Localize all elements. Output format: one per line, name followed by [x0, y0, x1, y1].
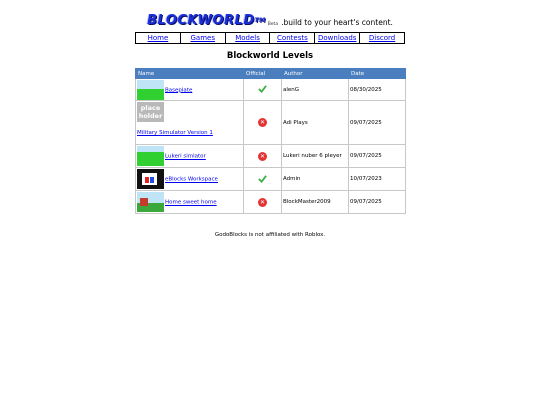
table-row — [136, 145, 406, 168]
nav-home[interactable]: Home — [136, 33, 181, 43]
author-cell: Lukeri nuber 6 pleyer — [282, 145, 349, 168]
author-cell: Admin — [282, 168, 349, 191]
x-circle-icon: ✕ — [259, 152, 266, 160]
page-title: Blockworld Levels — [226, 51, 314, 61]
level-name-cell — [136, 101, 244, 145]
official-cell — [244, 145, 282, 168]
level-thumbnail-placeholder[interactable]: place holder — [138, 104, 163, 120]
nav-discord[interactable]: Discord — [368, 34, 396, 42]
footer-disclaimer: GodoBlocks is not affiliated with Roblox. — [214, 232, 326, 238]
author-cell: Adi Plays — [282, 101, 349, 145]
official-cell — [244, 79, 282, 101]
date-cell: 09/07/2025 — [349, 145, 406, 168]
date-cell: 09/07/2025 — [349, 101, 406, 145]
level-thumbnail[interactable] — [137, 146, 164, 166]
level-thumbnail[interactable] — [137, 169, 164, 189]
level-link[interactable]: eBlocks Workspace — [165, 176, 218, 183]
level-name-cell — [136, 191, 244, 214]
x-circle-icon: ✕ — [259, 119, 266, 126]
table-row — [136, 79, 406, 101]
official-cell — [244, 168, 282, 191]
levels-table — [135, 68, 406, 214]
main-nav — [135, 32, 405, 44]
column-header-official: Official — [244, 69, 282, 79]
level-thumbnail[interactable] — [137, 80, 164, 100]
nav-models[interactable]: Models — [226, 33, 271, 43]
author-cell: BlockMaster2009 — [282, 191, 349, 214]
level-name-cell — [136, 168, 244, 191]
site-logo[interactable]: BLOCKWORLD™ — [147, 13, 266, 28]
nav-downloads[interactable]: Downloads — [315, 33, 360, 43]
trademark-mark: TM — [254, 17, 266, 24]
date-cell: 08/30/2025 — [349, 79, 406, 101]
official-cell — [244, 191, 282, 214]
checkmark-icon — [258, 84, 267, 93]
table-row — [136, 168, 406, 191]
beta-label: Beta — [267, 22, 279, 27]
table-row — [136, 191, 406, 214]
author-cell: alenG — [282, 79, 349, 101]
column-header-date: Date — [349, 69, 406, 79]
x-circle-icon: ✕ — [259, 198, 266, 206]
official-cell — [244, 101, 282, 145]
column-header-author: Author — [282, 69, 349, 79]
tagline: .build to your heart's content. — [281, 18, 393, 27]
level-name-cell — [136, 79, 244, 101]
checkmark-icon — [258, 174, 267, 183]
level-link[interactable]: Baseplate — [165, 87, 193, 93]
level-thumbnail[interactable] — [137, 192, 164, 212]
date-cell: 10/07/2023 — [349, 168, 406, 191]
level-link[interactable]: Lukeri simlator — [165, 153, 206, 160]
level-link[interactable]: Home sweet home — [165, 199, 217, 206]
date-cell: 09/07/2025 — [349, 191, 406, 214]
nav-contests[interactable]: Contests — [270, 33, 315, 43]
column-header-name: Name — [136, 69, 244, 79]
nav-games[interactable]: Games — [181, 33, 226, 43]
level-link[interactable]: Military Simulator Version 1 — [137, 130, 213, 136]
table-header-row — [136, 69, 406, 79]
site-header — [0, 9, 540, 29]
table-row — [136, 101, 406, 145]
level-name-cell — [136, 145, 244, 168]
